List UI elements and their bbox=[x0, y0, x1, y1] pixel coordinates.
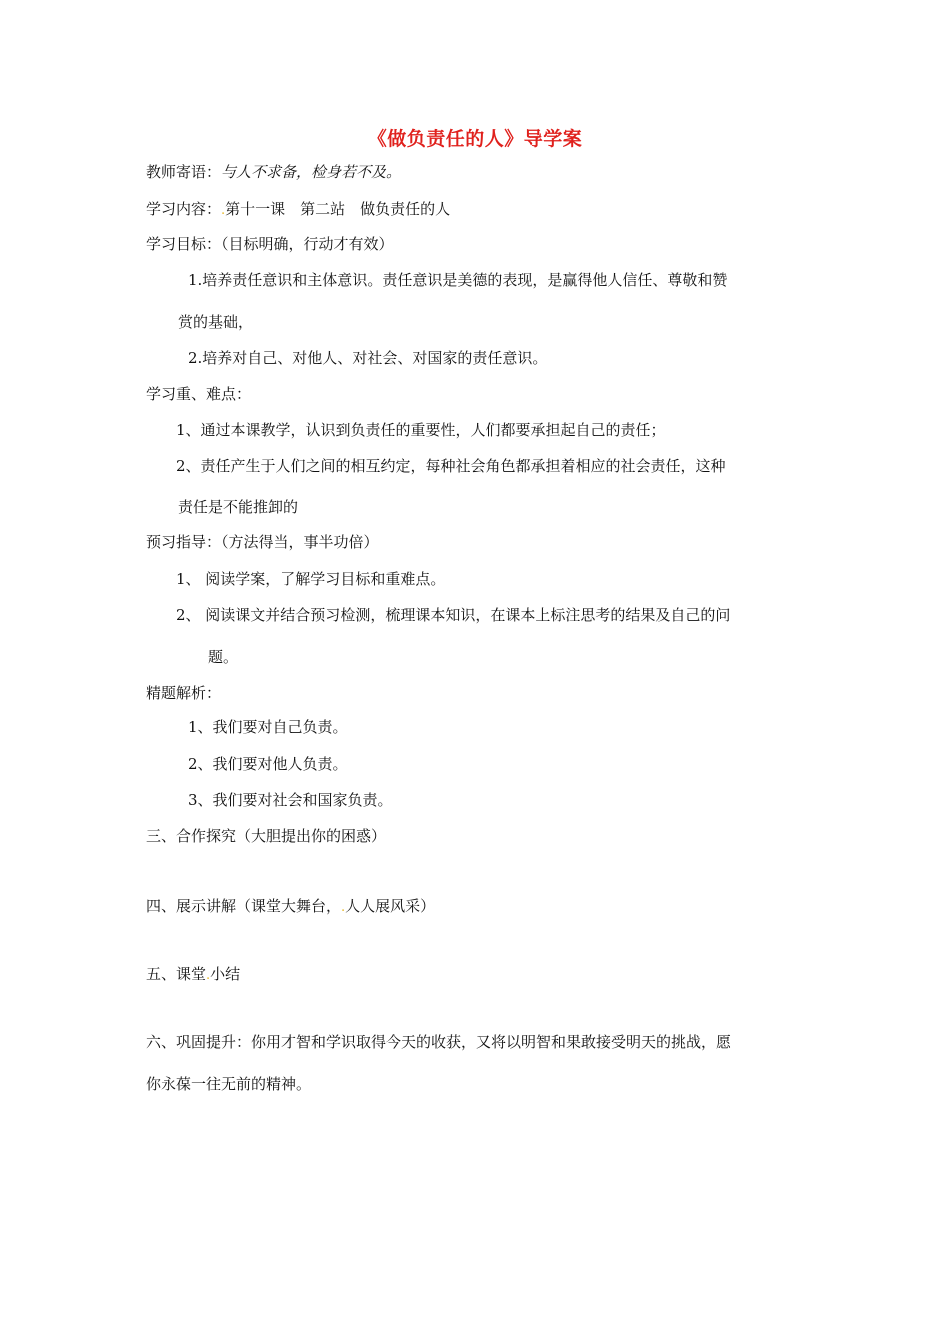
section-4-text-a: 四、展示讲解（课堂大舞台， bbox=[146, 897, 342, 915]
teacher-words-label: 教师寄语： bbox=[146, 163, 222, 181]
content-text: 第十一课 第二站 做负责任的人 bbox=[225, 200, 451, 218]
section-4-heading bbox=[146, 896, 435, 918]
key-point-2-cont: 责任是不能推卸的 bbox=[178, 498, 299, 516]
teacher-words-line bbox=[146, 162, 401, 182]
key-points-heading: 学习重、难点： bbox=[146, 385, 252, 403]
mark-dot: . bbox=[341, 900, 346, 915]
section-3-heading: 三、合作探究（大胆提出你的困惑） bbox=[146, 827, 387, 845]
analysis-heading: 精题解析： bbox=[146, 684, 222, 702]
section-5-text-b: 小结 bbox=[210, 965, 241, 983]
analysis-item-1: 1、我们要对自己负责。 bbox=[188, 718, 348, 736]
section-5-heading bbox=[146, 964, 240, 986]
preview-item-1: 1、 阅读学案，了解学习目标和重难点。 bbox=[176, 570, 446, 588]
preview-item-2-cont: 题。 bbox=[208, 648, 239, 666]
goal-item-1-cont: 赏的基础， bbox=[178, 313, 254, 331]
page-title: 《做负责任的人》导学案 bbox=[367, 128, 583, 150]
section-5-text-a: 五、课堂 bbox=[146, 965, 207, 983]
analysis-item-3: 3、我们要对社会和国家负责。 bbox=[188, 791, 393, 809]
preview-heading: 预习指导：（方法得当，事半功倍） bbox=[146, 533, 379, 551]
preview-item-2: 2、 阅读课文并结合预习检测，梳理课本知识，在课本上标注思考的结果及自己的问 bbox=[176, 606, 731, 624]
goals-heading: 学习目标：（目标明确，行动才有效） bbox=[146, 235, 394, 253]
mark-dot: . bbox=[206, 968, 211, 983]
teacher-words-text: 与人不求备，检身若不及。 bbox=[221, 163, 402, 181]
key-point-2: 2、责任产生于人们之间的相互约定，每种社会角色都承担着相应的社会责任，这种 bbox=[176, 457, 726, 475]
goal-item-2: 2.培养对自己、对他人、对社会、对国家的责任意识。 bbox=[188, 349, 548, 367]
content-line bbox=[146, 199, 450, 221]
goal-item-1: 1.培养责任意识和主体意识。责任意识是美德的表现，是赢得他人信任、尊敬和赞 bbox=[188, 271, 728, 289]
mark-dot: . bbox=[221, 203, 226, 218]
section-6-line-1: 六、巩固提升：你用才智和学识取得今天的收获，又将以明智和果敢接受明天的挑战，愿 bbox=[146, 1033, 732, 1051]
analysis-item-2: 2、我们要对他人负责。 bbox=[188, 755, 348, 773]
content-label: 学习内容： bbox=[146, 200, 222, 218]
section-6-line-2: 你永葆一往无前的精神。 bbox=[146, 1075, 312, 1093]
section-4-text-b: 人人展风采） bbox=[345, 897, 436, 915]
key-point-1: 1、通过本课教学，认识到负责任的重要性，人们都要承担起自己的责任； bbox=[176, 421, 666, 439]
